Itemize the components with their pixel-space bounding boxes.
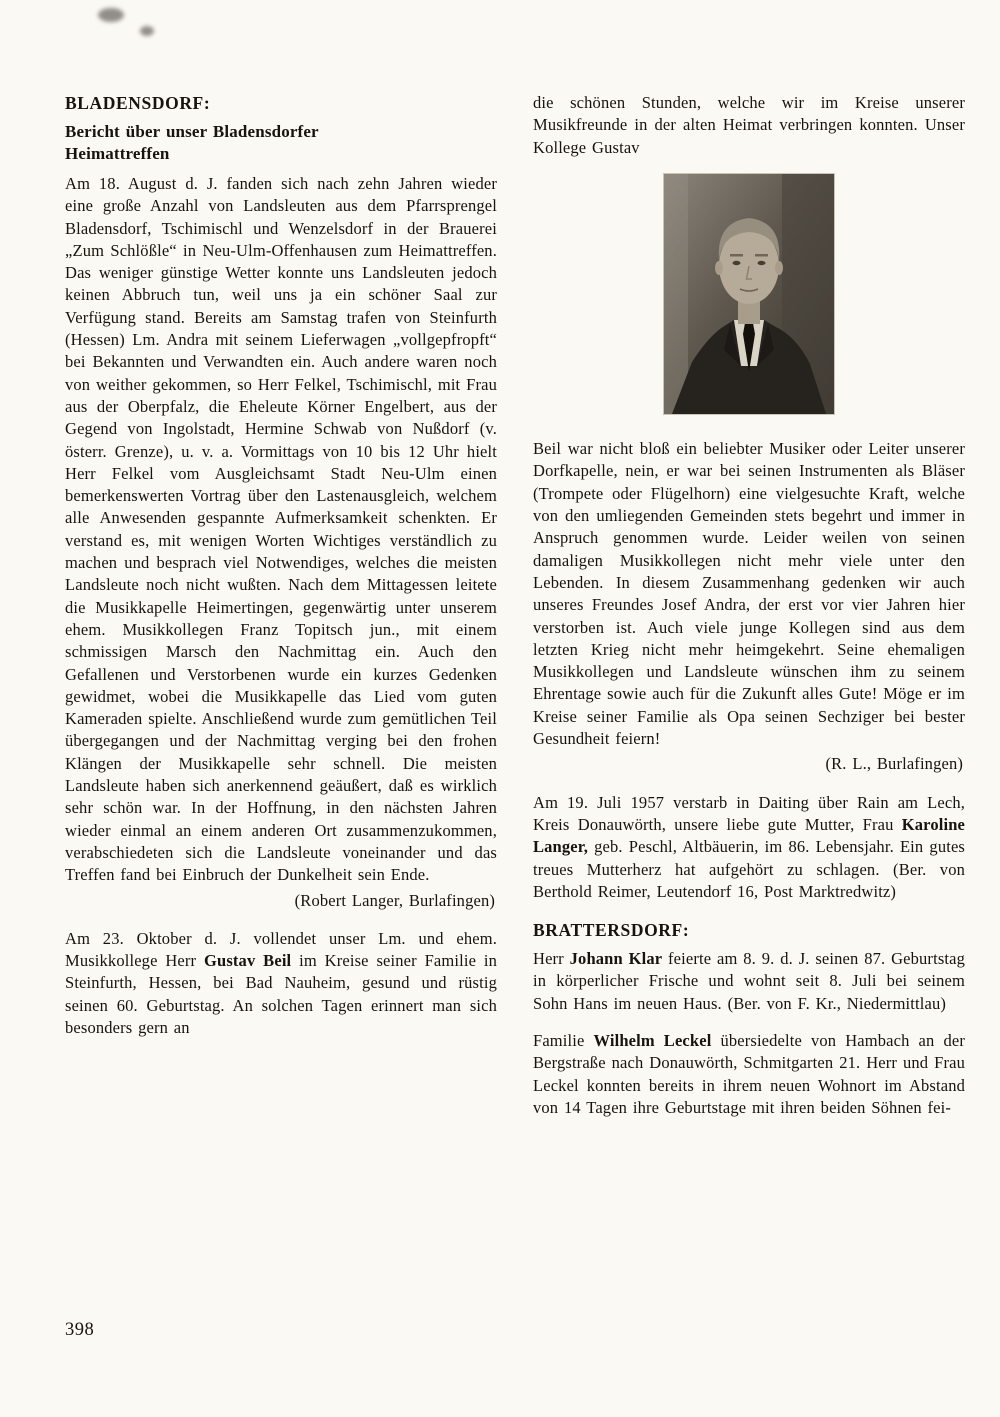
right-column [533, 92, 965, 1122]
scan-artifact [98, 8, 124, 22]
article-subheading: Bericht über unser Bladensdorfer Heimattreffen [65, 122, 319, 163]
text-segment-post: feierte am 8. 9. d. J. seinen 87. Geburtstag in körperlicher Frische und wohnt seit 8. Juli bei seinem Sohn Hans im neuen Haus. (Ber. von F. Kr., Niedermittlau) [533, 949, 965, 1013]
portrait-photo-gustav-beil [664, 174, 834, 414]
paragraph-wilhelm-leckel [533, 1030, 965, 1119]
paragraph-beil-tribute: Beil war nicht bloß ein beliebter Musiker oder Leiter unserer Dorfkapelle, nein, er war bei seinen Instrumenten als Bläser (Trompete oder Flügelhorn) eine vielgesuchte Kraft, welche von den umliegenden Gemeinden stets begehrt und immer in Anspruch genommen wurde. Leider weilen von seinen damaligen Musikkollegen nicht mehr viele unter den Lebenden. In diesem Zusammenhang gedenken wir auch unseres Freundes Josef Andra, der erst vor vier Jahren hier verstorben ist. Auch viele junge Kollegen sind aus dem letzten Krieg nicht mehr heimgekehrt. Seine ehemaligen Musikkollegen und Landsleute wünschen ihm zu seinem Ehrentage sowie auch für die Zukunft alles Gute! Möge er im Kreise seiner Familie als Opa seinen Sechziger bei bester Gesundheit feiern! [533, 439, 965, 749]
two-column-layout [65, 92, 965, 1122]
section-heading-bladensdorf: BLADENSDORF: [65, 93, 211, 113]
text-segment-pre: Familie [533, 1031, 594, 1051]
name-johann-klar: Johann Klar [569, 949, 663, 969]
left-column [65, 92, 497, 1122]
paragraph-continuation: die schönen Stunden, welche wir im Kreise unserer Musikfreunde in der alten Heimat verbringen konnten. Unser Kollege Gustav [533, 93, 965, 157]
section-heading-brattersdorf: BRATTERSDORF: [533, 920, 690, 941]
name-gustav-beil: Gustav Beil [204, 951, 292, 971]
text-segment-pre: Am 23. Oktober d. J. vollendet unser Lm. und ehem. Musikkollege Herr [65, 928, 497, 971]
paragraph-gustav-beil-intro [65, 928, 497, 1039]
text-segment-post: geb. Peschl, Altbäuerin, im 86. Lebensjahr. Ein gutes treues Mutterherz hat aufgehört zu schlagen. (Ber. von Berthold Reimer, Leutendorf 16, Post Marktredwitz) [533, 837, 965, 901]
paragraph-johann-klar [533, 948, 965, 1015]
page-number: 398 [65, 1320, 95, 1340]
signature-rl-burlafingen: (R. L., Burlafingen) [825, 754, 963, 774]
signature-robert-langer: (Robert Langer, Burlafingen) [294, 890, 495, 910]
scan-artifact [140, 26, 154, 36]
text-segment-post: übersiedelte von Hambach an der Bergstraße nach Donauwörth, Schmitgarten 21. Herr und Frau Leckel konnten bereits in ihrem neuen Wohnort im Abstand von 14 Tagen ihre Geburtstage mit ihren beiden Söhnen fei- [533, 1031, 965, 1117]
name-karoline-langer: Karoline Langer, [533, 814, 965, 857]
paragraph-heimattreffen-report: Am 18. August d. J. fanden sich nach zehn Jahren wieder eine große Anzahl von Landsleuten aus dem Pfarrsprengel Bladensdorf, Tschimischl und Wenzelsdorf in der Brauerei „Zum Schlößle“ in Neu-Ulm-Offenhausen zum Heimattreffen. Das weniger günstige Wetter konnte uns Landsleuten jedoch keinen Abbruch tun, weil uns ja ein schöner Saal zur Verfügung stand. Bereits am Samstag trafen von Steinfurth (Hessen) Lm. Andra mit seinem Lieferwagen „vollgepfropft“ bei Bekannten und Verwandten ein. Auch andere waren noch von weither gekommen, so Herr Felkel, Tschimischl, mit Frau aus der Oberpfalz, die Eheleute Körner Engelbert, aus der Gegend von Ingolstadt, Hermine Schwab von Nußdorf (v. österr. Grenze), u. v. a. Vormittags von 10 bis 12 Uhr hielt Herr Felkel vom Ausgleichsamt Stadt Neu-Ulm einen bemerkenswerten Vortrag über den Lastenausgleich, welchem alle Anwesenden gespannte Aufmerksamkeit schenkten. Er verstand es, mit wenigen Worten Wichtiges verständlich zu machen und besprach viel Notwendiges, welches die meisten Landsleute noch nicht wußten. Nach dem Mittagessen leitete die Musikkapelle Heimertingen, gegenwärtig unter unserem ehem. Musikkollegen Franz Topitsch jun., mit einem schmissigen Marsch den Nachmittag ein. Auch den Gefallenen und Verstorbenen wurde ein kurzes Gedenken gewidmet, wobei die Musikkapelle das Lied vom guten Kameraden spielte. Anschließend wurde zum gemütlichen Teil übergegangen und der Nachmittag verging bei den frohen Klängen der Musikkapelle sehr schnell. Die meisten Landsleute haben sich anerkennend geäußert, daß es wirklich sehr schön war. In der Hoffnung, in den nächsten Jahren wieder einmal an einem anderen Ort zusammenzukommen, verabschiedeten sich die Landsleute voneinander und das Treffen fand bei Einbruch der Dunkelheit sein Ende. [65, 174, 497, 885]
text-segment-pre: Herr [533, 949, 570, 969]
photo-container [533, 174, 965, 420]
paragraph-karoline-langer-obituary [533, 792, 965, 903]
name-wilhelm-leckel: Wilhelm Leckel [593, 1031, 712, 1051]
text-segment-post: im Kreise seiner Familie in Steinfurth, Hessen, bei Bad Nauheim, gesund und rüstig seinen 60. Geburtstag. An solchen Tagen erinnert man sich besonders gern an [65, 951, 498, 1037]
text-segment-pre: Am 19. Juli 1957 verstarb in Daiting über Rain am Lech, Kreis Donauwörth, unsere liebe gute Mutter, Frau [533, 792, 965, 834]
